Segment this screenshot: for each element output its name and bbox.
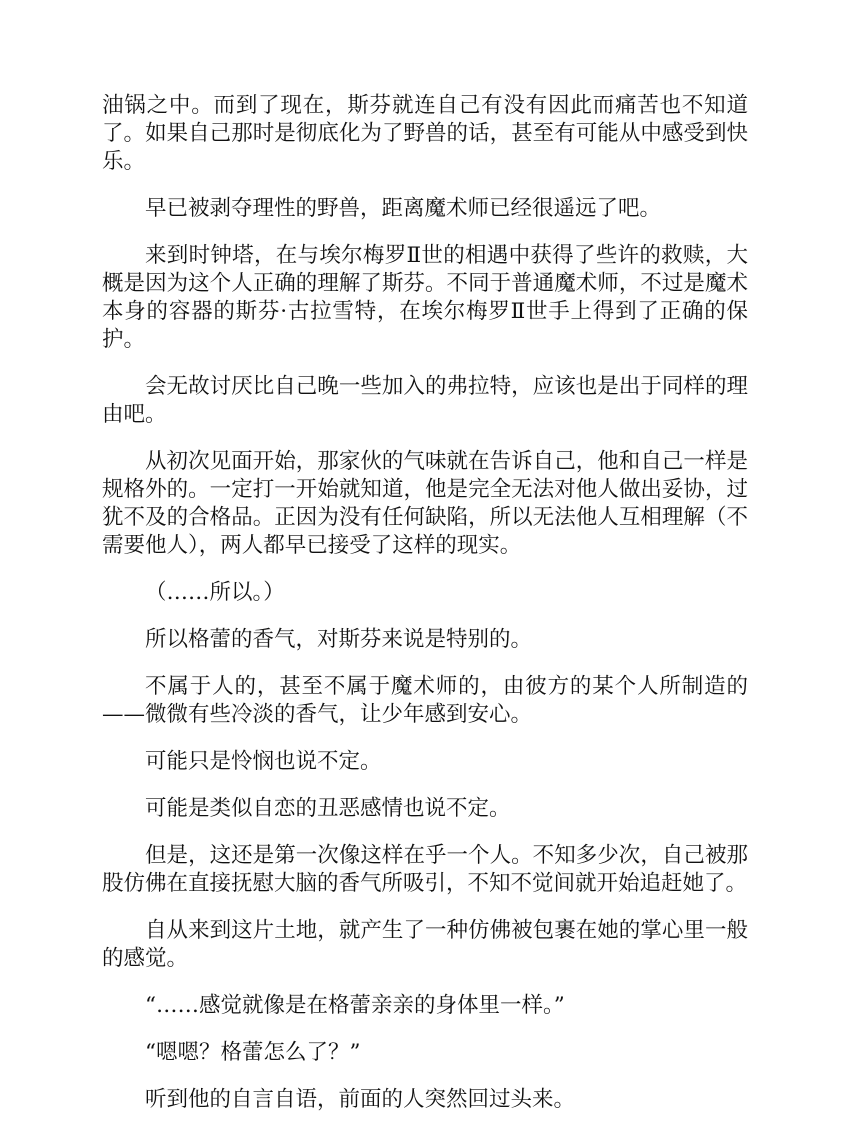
paragraph: 可能只是怜悯也说不定。 xyxy=(145,749,382,774)
paragraph: 自从来到这片土地，就产生了一种仿佛被包裹在她的掌心里一般的感觉。 xyxy=(102,918,748,971)
paragraph: 但是，这还是第一次像这样在乎一个人。不知多少次，自己被那股仿佛在直接抚慰大脑的香气所吸引，不知不觉间就开始追赶她了。 xyxy=(102,843,748,896)
paragraph: 会无故讨厌比自己晚一些加入的弗拉特，应该也是出于同样的理由吧。 xyxy=(102,374,748,427)
paragraph: 所以格蕾的香气，对斯芬来说是特别的。 xyxy=(145,627,533,652)
paragraph: “嗯嗯？格蕾怎么了？” xyxy=(145,1040,361,1065)
document-page xyxy=(102,92,748,1133)
paragraph: 来到时钟塔，在与埃尔梅罗Ⅱ世的相遇中获得了些许的救赎，大概是因为这个人正确的理解了斯芬。不同于普通魔术师，不过是魔术本身的容器的斯芬·古拉雪特，在埃尔梅罗Ⅱ世手上得到了正确的保护。 xyxy=(102,243,748,352)
paragraph: 油锅之中。而到了现在，斯芬就连自己有没有因此而痛苦也不知道了。如果自己那时是彻底化为了野兽的话，甚至有可能从中感受到快乐。 xyxy=(102,93,748,174)
paragraph: 从初次见面开始，那家伙的气味就在告诉自己，他和自己一样是规格外的。一定打一开始就知道，他是完全无法对他人做出妥协，过犹不及的合格品。正因为没有任何缺陷，所以无法他人互相理解（不需要他人），两人都早已接受了这样的现实。 xyxy=(102,449,748,558)
paragraph: 不属于人的，甚至不属于魔术师的，由彼方的某个人所制造的——微微有些冷淡的香气，让少年感到安心。 xyxy=(102,674,748,727)
paragraph: 听到他的自言自语，前面的人突然回过头来。 xyxy=(145,1087,576,1112)
paragraph: 可能是类似自恋的丑恶感情也说不定。 xyxy=(145,796,511,821)
paragraph: （……所以。） xyxy=(145,580,285,605)
paragraph: “……感觉就像是在格蕾亲亲的身体里一样。” xyxy=(145,993,565,1018)
paragraph: 早已被剥夺理性的野兽，距离魔术师已经很遥远了吧。 xyxy=(145,196,662,221)
